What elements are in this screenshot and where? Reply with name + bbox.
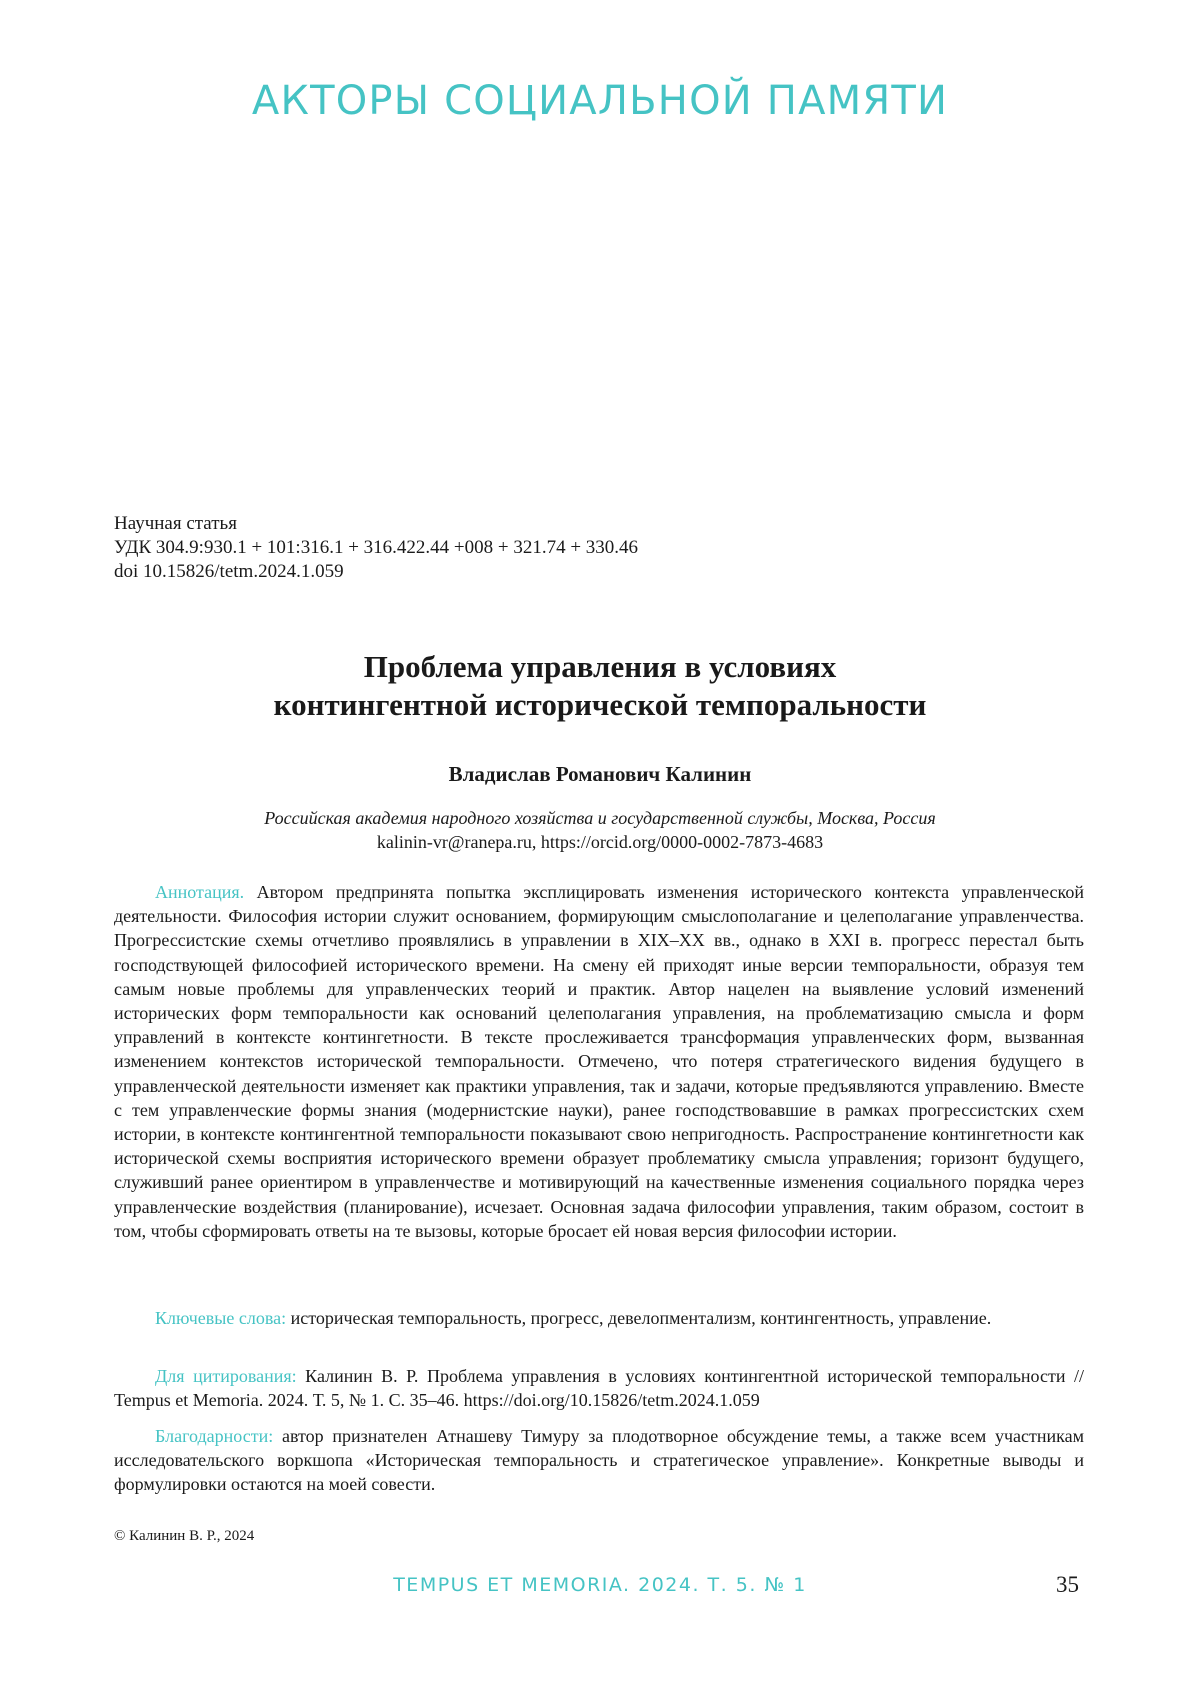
- section-title: АКТОРЫ СОЦИАЛЬНОЙ ПАМЯТИ: [251, 78, 949, 124]
- page-number: 35: [1056, 1572, 1079, 1597]
- abstract: [114, 880, 1084, 1243]
- abstract-text: Автором предпринята попытка эксплицировать изменения исторического контекста управленческой деятельности. Философия истории служит основанием, формирующим смыслополагание и целеполагание управленчества. Прогрессистские схемы отчетливо проявлялись в управлении в XIX–XX вв., однако в XXI в. прогресс перестал быть господствующей философией исторического времени. На смену ей приходят иные версии темпоральности, образуя тем самым новые проблемы для управленческих теорий и практик. Автор нацелен на выявление условий изменений исторических форм темпоральности как оснований целеполагания управления, на проблематизацию смысла и форм управлений в контексте контингетности. В тексте прослеживается трансформация управленческих форм, вызванная изменением контекстов исторической темпоральности. Отмечено, что потеря стратегического видения будущего в управленческой деятельности изменяет как практики управления, так и задачи, которые предъявляются управлению. Вместе с тем управленческие формы знания (модернистские науки), ранее господствовавшие в рамках прогрессистских схем истории, в контексте контингентной темпоральности показывают свою непригодность. Распространение контингетности как исторической схемы восприятия исторического времени образует проблематику смысла управления; горизонт будущего, служивший ранее ориентиром в управленчестве и мотивирующий на качественные изменения социального порядка через управленческие воздействия (планирование), исчезает. Основная задача философии управления, таким образом, состоит в том, чтобы сформировать ответы на те вызовы, которые бросает ей новая версия философии истории.: [114, 882, 1085, 1241]
- copyright: © Калинин В. Р., 2024: [114, 1528, 255, 1544]
- keywords: [114, 1306, 1084, 1330]
- citation: [114, 1364, 1084, 1412]
- keywords-label: Ключевые слова:: [155, 1308, 287, 1328]
- citation-label: Для цитирования:: [155, 1366, 297, 1386]
- affiliation: Российская академия народного хозяйства и государственной службы, Москва, Россия: [264, 808, 936, 828]
- author-name: Владислав Романович Калинин: [448, 762, 752, 786]
- article-title-line-1: Проблема управления в условиях: [363, 649, 837, 684]
- footer-journal: TEMPUS ET MEMORIA. 2024. Т. 5. № 1: [393, 1574, 807, 1596]
- author-contacts: kalinin-vr@ranepa.ru, https://orcid.org/0000-0002-7873-4683: [376, 832, 824, 852]
- article-metadata: [114, 512, 638, 584]
- article-type: Научная статья: [114, 513, 237, 534]
- article-title: [0, 648, 1200, 724]
- acknowledgments: [114, 1424, 1084, 1497]
- keywords-text: историческая темпоральность, прогресс, девелопментализм, контингентность, управление.: [290, 1308, 992, 1328]
- abstract-label: Аннотация.: [155, 882, 245, 902]
- article-title-line-2: контингентной исторической темпоральности: [273, 687, 927, 722]
- acknowledgments-text: автор признателен Атнашеву Тимуру за плодотворное обсуждение темы, а также всем участникам исследовательского воркшопа «Историческая темпоральность и стратегическое управление». Конкретные выводы и формулировки остаются на моей совести.: [114, 1426, 1084, 1495]
- acknowledgments-label: Благодарности:: [155, 1426, 274, 1446]
- udk-code: УДК 304.9:930.1 + 101:316.1 + 316.422.44 +008 + 321.74 + 330.46: [114, 537, 639, 558]
- doi: doi 10.15826/tetm.2024.1.059: [114, 561, 344, 582]
- citation-text: Калинин В. Р. Проблема управления в условиях контингентной исторической темпоральности // Tempus et Memoria. 2024. Т. 5, № 1. С. 35–46. https://doi.org/10.15826/tetm.2024.1.059: [114, 1366, 1084, 1411]
- affiliation-block: [0, 806, 1200, 854]
